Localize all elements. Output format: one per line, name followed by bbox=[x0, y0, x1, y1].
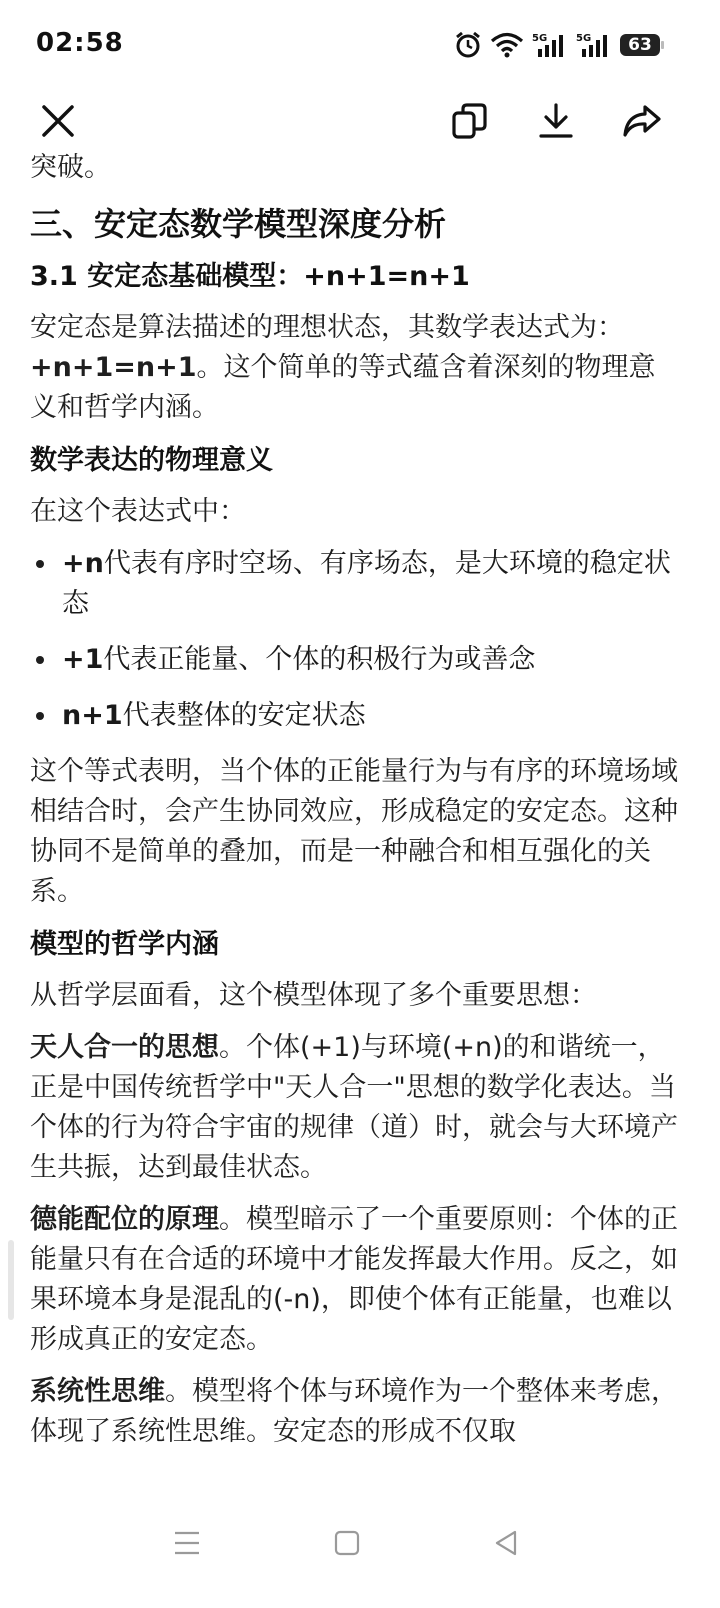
point-term: 系统性思维 bbox=[30, 1376, 165, 1407]
share-button[interactable] bbox=[614, 95, 670, 151]
system-nav-bar bbox=[0, 1490, 720, 1608]
list-item bbox=[30, 696, 680, 736]
point-text: 。个体(+1)与环境(+n)的和谐统一，正是中国传统哲学中"天人合一"思想的数学化表达。当个体的行为符合宇宙的规律（道）时，就会与大环境产生共振，达到最佳状态。 bbox=[30, 1032, 678, 1183]
signal-5g-icon-2 bbox=[576, 31, 612, 59]
svg-text:5G: 5G bbox=[576, 33, 592, 44]
share-icon bbox=[621, 101, 663, 145]
recents-button[interactable] bbox=[157, 1520, 217, 1570]
philosophy-heading: 模型的哲学内涵 bbox=[30, 929, 219, 960]
synergy-paragraph: 这个等式表明，当个体的正能量行为与有序的环境场域相结合时，会产生协同效应，形成稳定的安定态。这种协同不是简单的叠加，而是一种融合和相互强化的关系。 bbox=[30, 756, 678, 907]
home-button[interactable] bbox=[317, 1520, 377, 1570]
bullet-text: 代表正能量、个体的积极行为或善念 bbox=[103, 644, 536, 675]
philosophy-intro: 从哲学层面看，这个模型体现了多个重要思想： bbox=[30, 980, 597, 1011]
subheading: 3.1 安定态基础模型：+n+1=n+1 bbox=[30, 261, 470, 292]
physical-meaning-heading: 数学表达的物理意义 bbox=[30, 445, 273, 476]
point-term: 天人合一的思想 bbox=[30, 1032, 219, 1063]
signal-5g-icon bbox=[532, 31, 568, 59]
list-item bbox=[30, 640, 680, 680]
text-fragment: 突破。 bbox=[30, 152, 111, 183]
point-term: 德能配位的原理 bbox=[30, 1204, 219, 1235]
wifi-icon bbox=[490, 32, 524, 58]
copy-button[interactable] bbox=[442, 95, 498, 151]
point-paragraph bbox=[30, 1028, 680, 1188]
bullet-term: +n bbox=[62, 548, 104, 579]
copy-icon bbox=[450, 101, 490, 145]
point-text: 。模型将个体与环境作为一个整体来考虑，体现了系统性思维。安定态的形成不仅取 bbox=[30, 1376, 678, 1447]
bullet-list bbox=[30, 544, 680, 736]
bullet-text: 代表整体的安定状态 bbox=[122, 700, 366, 731]
point-text: 。模型暗示了一个重要原则：个体的正能量只有在合适的环境中才能发挥最大作用。反之，如果环境本身是混乱的(-n)，即使个体有正能量，也难以形成真正的安定态。 bbox=[30, 1204, 678, 1355]
bullet-term: +1 bbox=[62, 644, 104, 675]
close-icon bbox=[40, 103, 76, 143]
status-time: 02:58 bbox=[36, 28, 124, 58]
intro-paragraph bbox=[30, 308, 680, 428]
download-button[interactable] bbox=[528, 95, 584, 151]
intro-formula: +n+1=n+1 bbox=[30, 352, 197, 383]
alarm-icon bbox=[454, 31, 482, 59]
intro-text-post: 。这个简单的等式蕴含着深刻的物理意义和哲学内涵。 bbox=[30, 352, 656, 423]
edge-scroll-handle[interactable] bbox=[8, 1240, 14, 1320]
section-heading: 三、安定态数学模型深度分析 bbox=[30, 205, 447, 243]
close-button[interactable] bbox=[30, 95, 86, 151]
download-icon bbox=[536, 101, 576, 145]
point-paragraph bbox=[30, 1372, 680, 1452]
bullet-term: n+1 bbox=[62, 700, 123, 731]
back-icon bbox=[493, 1529, 519, 1561]
intro-text-pre: 安定态是算法描述的理想状态，其数学表达式为： bbox=[30, 312, 624, 343]
home-icon bbox=[334, 1530, 360, 1560]
svg-text:5G: 5G bbox=[532, 33, 548, 44]
battery-indicator: 63 bbox=[620, 34, 660, 56]
point-paragraph bbox=[30, 1200, 680, 1360]
bullet-text: 代表有序时空场、有序场态，是大环境的稳定状态 bbox=[62, 548, 671, 619]
status-bar bbox=[0, 0, 720, 90]
status-icons bbox=[454, 28, 660, 62]
article-content bbox=[30, 148, 680, 1488]
back-button[interactable] bbox=[476, 1520, 536, 1570]
physical-intro: 在这个表达式中： bbox=[30, 496, 246, 527]
menu-icon bbox=[173, 1530, 201, 1560]
list-item bbox=[30, 544, 680, 624]
